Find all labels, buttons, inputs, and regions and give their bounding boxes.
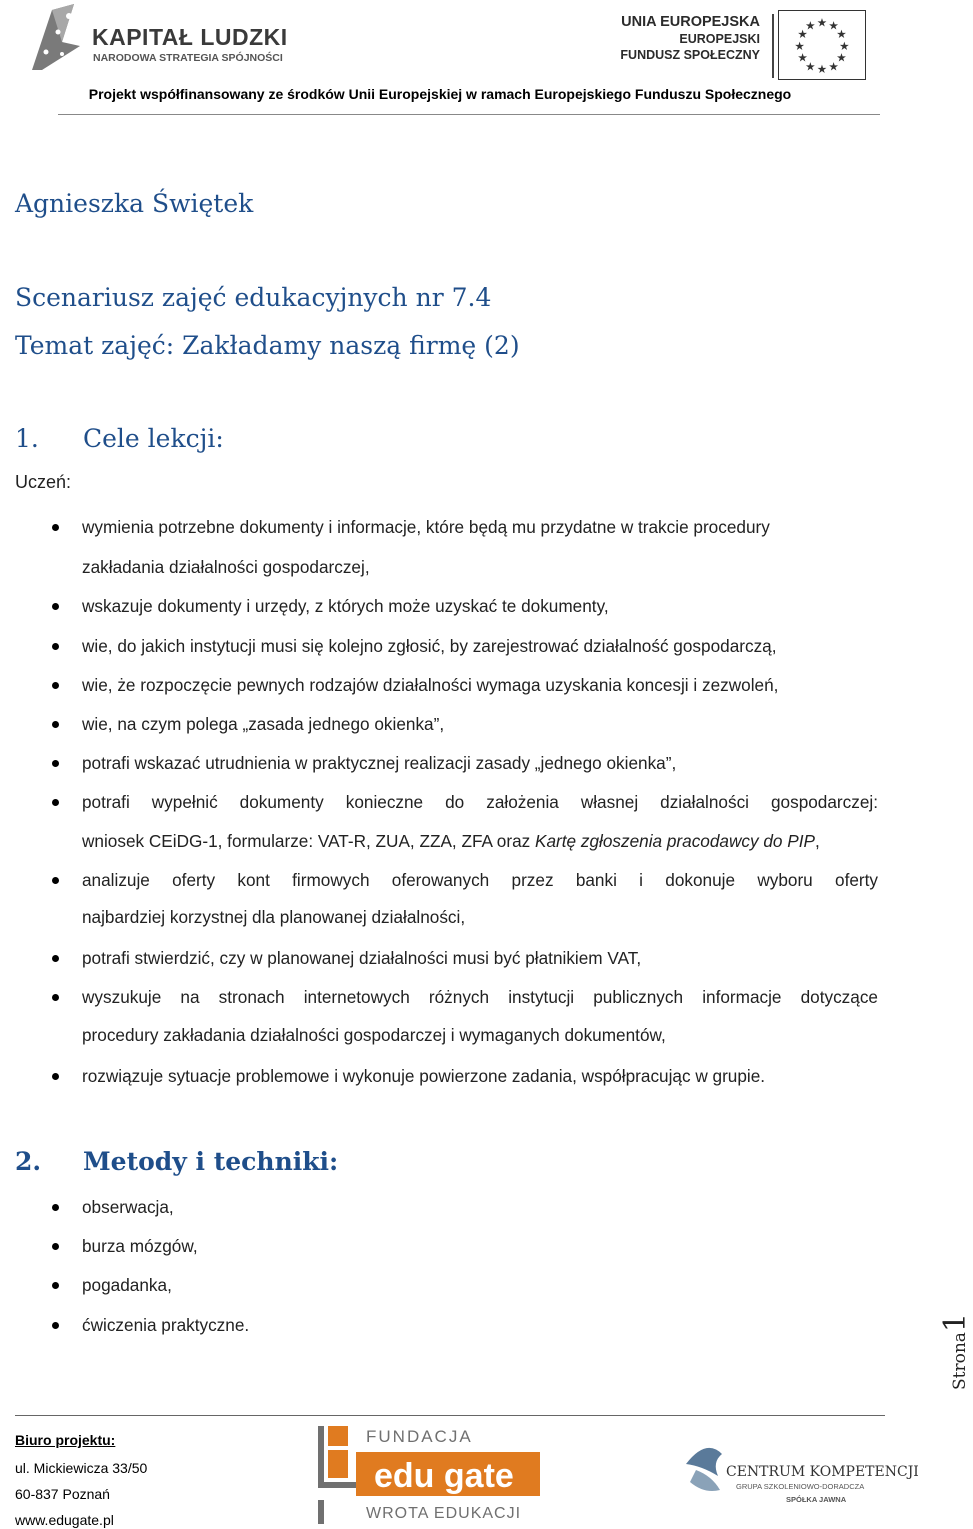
list-item: analizuje oferty kont firmowych oferowanych przez banki i dokonuje wyboru oferty bbox=[82, 870, 878, 890]
bullet-icon bbox=[52, 994, 59, 1001]
list-item: burza mózgów, bbox=[82, 1236, 198, 1256]
edu-gate-logo bbox=[318, 1418, 540, 1526]
list-item: rozwiązuje sytuacje problemowe i wykonuje powierzone zadania, współpracując w grupie. bbox=[82, 1066, 766, 1086]
svg-text:★: ★ bbox=[828, 59, 839, 74]
svg-text:★: ★ bbox=[816, 62, 828, 77]
eu-flag-icon bbox=[778, 10, 866, 80]
bullet-icon bbox=[52, 799, 59, 806]
list-item: wymienia potrzebne dokumenty i informacje, które będą mu przydatne w trakcie procedury bbox=[82, 517, 770, 537]
kapital-ludzki-title: KAPITAŁ LUDZKI bbox=[92, 24, 288, 50]
svg-text:★: ★ bbox=[816, 15, 828, 30]
section-2-heading bbox=[15, 1147, 338, 1176]
list-item-continuation: zakładania działalności gospodarczej, bbox=[82, 557, 370, 577]
office-label: Biuro projektu: bbox=[15, 1432, 116, 1448]
bullet-icon bbox=[52, 721, 59, 728]
section-2-number: 2. bbox=[15, 1147, 42, 1176]
svg-text:★: ★ bbox=[797, 27, 808, 42]
svg-text:★: ★ bbox=[805, 59, 816, 74]
cofinancing-banner: Projekt współfinansowany ze środków Unii Europejskiej w ramach Europejskiego Funduszu Społecznego bbox=[88, 86, 792, 102]
student-label: Uczeń: bbox=[15, 472, 72, 492]
page-header bbox=[0, 0, 960, 118]
pip-form-name: Kartę zgłoszenia pracodawcy do PIP bbox=[535, 831, 815, 851]
list-item: potrafi wskazać utrudnienia w praktycznej realizacji zasady „jednego okienka”, bbox=[82, 753, 677, 773]
list-item-continuation bbox=[82, 831, 820, 852]
kapital-ludzki-subtitle: NARODOWA STRATEGIA SPÓJNOŚCI bbox=[93, 52, 283, 64]
eu-line3: FUNDUSZ SPOŁECZNY bbox=[620, 48, 760, 62]
office-website: www.edugate.pl bbox=[15, 1512, 114, 1528]
bullet-icon bbox=[52, 1282, 59, 1289]
eu-line2: EUROPEJSKI bbox=[679, 32, 760, 46]
svg-text:★: ★ bbox=[805, 18, 816, 33]
list-item: obserwacja, bbox=[82, 1197, 174, 1217]
bullet-icon bbox=[52, 682, 59, 689]
svg-text:★: ★ bbox=[836, 27, 847, 42]
list-item: wie, do jakich instytucji musi się kolejno zgłosić, by zarejestrować działalność gospodarczą, bbox=[82, 636, 777, 656]
bullet-icon bbox=[52, 1204, 59, 1211]
edu-gate-top-text: FUNDACJA bbox=[366, 1427, 473, 1446]
edu-gate-main-text: edu gate bbox=[374, 1457, 514, 1495]
eu-line1: UNIA EUROPEJSKA bbox=[621, 14, 760, 30]
section-1-number: 1. bbox=[15, 424, 39, 453]
kapital-ludzki-emblem-icon bbox=[22, 2, 84, 72]
page-number bbox=[938, 1305, 973, 1395]
section-1-title: Cele lekcji: bbox=[83, 424, 224, 453]
office-street: ul. Mickiewicza 33/50 bbox=[15, 1460, 148, 1476]
list-item-continuation: procedury zakładania działalności gospodarczej i wymaganych dokumentów, bbox=[82, 1025, 666, 1045]
scenario-title: Scenariusz zajęć edukacyjnych nr 7.4 bbox=[15, 283, 492, 312]
bullet-icon bbox=[52, 1322, 59, 1329]
footer-divider bbox=[15, 1415, 885, 1416]
list-item-continuation: najbardziej korzystnej dla planowanej działalności, bbox=[82, 907, 466, 927]
edu-gate-bottom-text: WROTA EDUKACJI bbox=[366, 1505, 522, 1522]
eu-logo bbox=[600, 6, 870, 78]
list-item: wskazuje dokumenty i urzędy, z których może uzyskać te dokumenty, bbox=[82, 596, 609, 616]
eu-text bbox=[620, 14, 760, 63]
ck-line3: SPÓŁKA JAWNA bbox=[786, 1495, 847, 1504]
section-1-heading bbox=[15, 424, 224, 453]
bullet-icon bbox=[52, 877, 59, 884]
header-divider bbox=[58, 114, 880, 115]
list-item: ćwiczenia praktyczne. bbox=[82, 1315, 250, 1335]
page-number-value: 1 bbox=[938, 1312, 973, 1333]
svg-text:★: ★ bbox=[797, 50, 808, 65]
ck-line2: GRUPA SZKOLENIOWO-DORADCZA bbox=[736, 1482, 865, 1491]
svg-text:★: ★ bbox=[836, 50, 847, 65]
svg-text:★: ★ bbox=[828, 18, 839, 33]
ck-line1: CENTRUM KOMPETENCJI bbox=[726, 1464, 919, 1480]
continuation-punct: , bbox=[814, 831, 820, 851]
author-name: Agnieszka Świętek bbox=[15, 189, 254, 218]
eu-divider bbox=[772, 14, 774, 78]
bullet-icon bbox=[52, 1073, 59, 1080]
bullet-icon bbox=[52, 643, 59, 650]
list-item: pogadanka, bbox=[82, 1275, 172, 1295]
topic-title: Temat zajęć: Zakładamy naszą firmę (2) bbox=[15, 331, 520, 360]
kapital-ludzki-logo bbox=[22, 2, 322, 72]
list-item: potrafi wypełnić dokumenty konieczne do założenia własnej działalności gospodarczej: bbox=[82, 792, 878, 812]
svg-text:★: ★ bbox=[794, 38, 805, 53]
list-item: potrafi stwierdzić, czy w planowanej działalności musi być płatnikiem VAT, bbox=[82, 948, 642, 968]
continuation-text: wniosek CEiDG-1, formularze: VAT-R, ZUA, ZZA, ZFA oraz bbox=[82, 831, 536, 851]
bullet-icon bbox=[52, 955, 59, 962]
bullet-icon bbox=[52, 524, 59, 531]
list-item: wyszukuje na stronach internetowych różnych instytucji publicznych informacje dotyczące bbox=[82, 987, 878, 1007]
bullet-icon bbox=[52, 760, 59, 767]
list-item: wie, że rozpoczęcie pewnych rodzajów działalności wymaga uzyskania koncesji i zezwoleń, bbox=[82, 675, 779, 695]
bullet-icon bbox=[52, 1243, 59, 1250]
page-label: Strona bbox=[950, 1332, 970, 1390]
bullet-icon bbox=[52, 603, 59, 610]
centrum-kompetencji-logo bbox=[682, 1436, 919, 1508]
section-2-title: Metody i techniki: bbox=[83, 1147, 339, 1176]
office-city: 60-837 Poznań bbox=[15, 1486, 110, 1502]
list-item: wie, na czym polega „zasada jednego okienka”, bbox=[82, 714, 445, 734]
svg-text:★: ★ bbox=[839, 38, 850, 53]
